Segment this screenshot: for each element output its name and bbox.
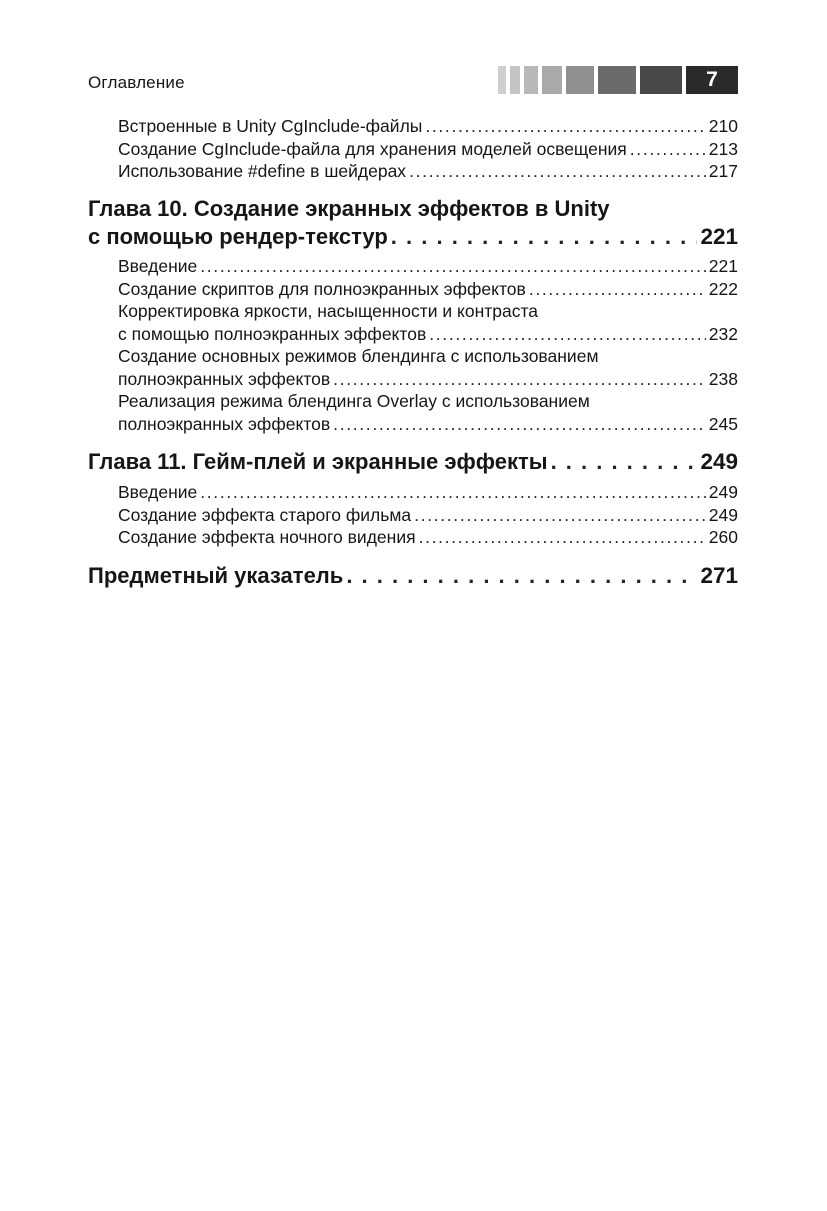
leader-dots: [200, 255, 706, 278]
toc-entry-label: полноэкранных эффектов: [118, 413, 331, 434]
leader-dots: [333, 368, 706, 391]
leader-dots: [630, 138, 706, 161]
index-heading[interactable]: [88, 562, 738, 590]
toc-entry-label: Использование #define в шейдерах: [118, 161, 407, 181]
chapter-title-line: Глава 10. Создание экранных эффектов в Unity: [88, 196, 610, 221]
toc-entry-page: 238: [708, 368, 738, 389]
header-bar: [524, 66, 538, 94]
toc-entry-label: Создание эффекта ночного видения: [118, 527, 416, 547]
index-page: 271: [700, 563, 738, 588]
toc-entry[interactable]: [88, 115, 738, 138]
header-gradient-bars: [494, 66, 738, 94]
leader-dots: [551, 448, 698, 476]
toc-entry[interactable]: [88, 255, 738, 278]
toc-entry[interactable]: [88, 278, 738, 301]
toc-entry-page: 217: [708, 161, 738, 181]
toc-entry[interactable]: [88, 160, 738, 183]
leader-dots: [414, 504, 706, 527]
toc-entry[interactable]: [88, 526, 738, 549]
leader-dots: [429, 323, 706, 346]
running-title: Оглавление: [88, 73, 185, 92]
leader-dots: [333, 413, 706, 436]
running-header: [88, 66, 738, 94]
index-title: Предметный указатель: [88, 563, 344, 588]
toc-entry-page: 213: [708, 138, 738, 159]
toc-entry-page: 221: [708, 256, 738, 276]
chapter-title-line: с помощью рендер-текстур: [88, 224, 388, 249]
chapter-title-line: Глава 11. Гейм-плей и экранные эффекты: [88, 449, 548, 474]
toc-entry-page: 222: [708, 278, 738, 299]
leader-dots: [391, 223, 698, 251]
toc-entry-label: Создание эффекта старого фильма: [118, 504, 412, 525]
header-bar: [498, 66, 506, 94]
toc-entry[interactable]: [88, 300, 738, 345]
toc-entry-label: Создание CgInclude-файла для хранения моделей освещения: [118, 138, 627, 159]
header-bar: [640, 66, 682, 94]
header-bar: [510, 66, 520, 94]
leader-dots: [200, 481, 706, 504]
leader-dots: [346, 562, 697, 590]
toc-entry-label: с помощью полноэкранных эффектов: [118, 323, 427, 344]
leader-dots: [419, 526, 706, 549]
header-bar: [542, 66, 562, 94]
toc-entry-page: 232: [708, 323, 738, 344]
leader-dots: [409, 160, 706, 183]
toc-entry-label: Создание скриптов для полноэкранных эффектов: [118, 278, 526, 299]
leader-dots: [425, 115, 705, 138]
toc-entry-label: Введение: [118, 256, 198, 276]
header-bar: [598, 66, 636, 94]
toc-entry-label-line1: Создание основных режимов блендинга с использованием: [118, 346, 599, 366]
toc-entry-label-line1: Корректировка яркости, насыщенности и контраста: [118, 301, 539, 321]
chapter-page: 221: [700, 224, 738, 249]
toc-entry-label-line1: Реализация режима блендинга Overlay с использованием: [118, 391, 590, 411]
leader-dots: [529, 278, 706, 301]
toc-entry-label: Введение: [118, 482, 198, 502]
page-number: 7: [686, 66, 738, 94]
toc-entry-page: 249: [708, 482, 738, 502]
chapter-10-heading[interactable]: [88, 195, 738, 251]
toc-entry[interactable]: [88, 390, 738, 435]
chapter-11-heading[interactable]: [88, 448, 738, 476]
toc-entry-label: полноэкранных эффектов: [118, 368, 331, 389]
toc-entry[interactable]: [88, 481, 738, 504]
toc-entry[interactable]: [88, 504, 738, 527]
toc-entry-page: 249: [708, 504, 738, 525]
toc-entry-page: 260: [708, 527, 738, 547]
toc-entry-page: 245: [708, 413, 738, 434]
header-bar: [566, 66, 594, 94]
toc-entry[interactable]: [88, 345, 738, 390]
chapter-page: 249: [700, 449, 738, 474]
toc-entry-label: Встроенные в Unity CgInclude-файлы: [118, 116, 423, 136]
toc-entry[interactable]: [88, 138, 738, 161]
toc-entry-page: 210: [708, 116, 738, 136]
